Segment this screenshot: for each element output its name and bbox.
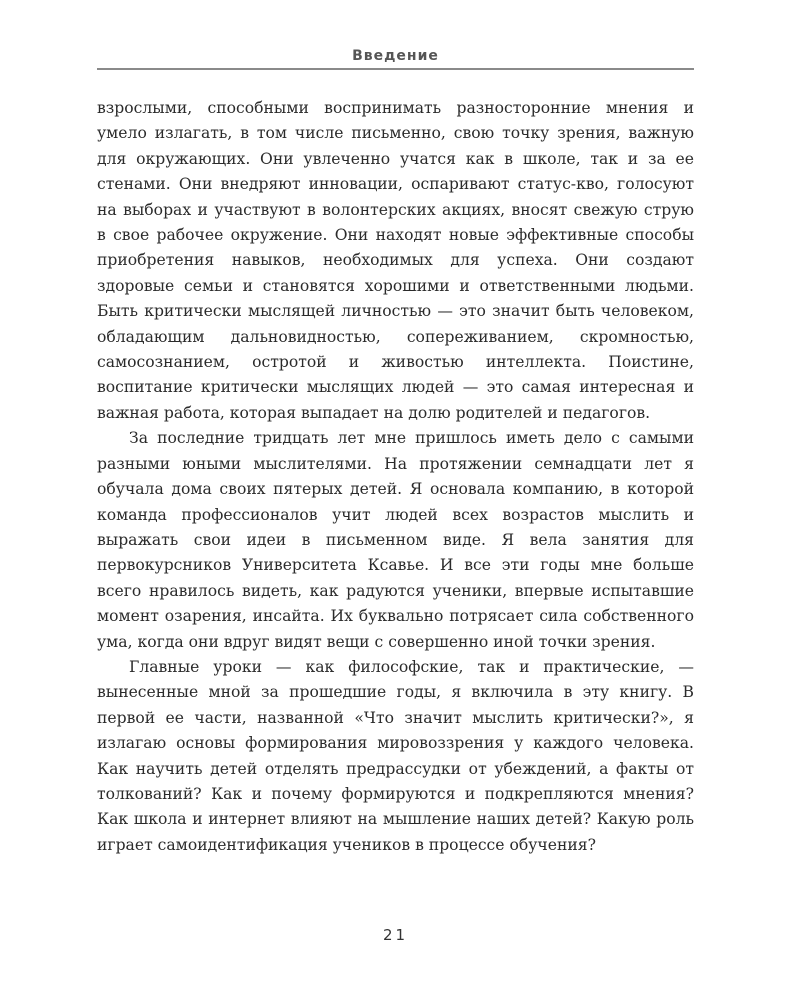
header-rule: [97, 68, 694, 70]
page-number: 21: [382, 926, 409, 944]
body-text: [97, 96, 694, 858]
paragraph-experience: За последние тридцать лет мне пришлось иметь дело с самыми разными юными мыслителями. На протяжении семнадцати лет я обучала дома своих пятерых детей. Я основала компанию, в которой команда профессионалов учит людей всех возрастов мыслить и выражать свои идеи в письменном виде. Я вела занятия для первокурсников Университета Ксавье. И все эти годы мне больше всего нравилось видеть, как радуются ученики, впервые испытавшие момент озарения, инсайта. Их буквально потрясает сила собственного ума, когда они вдруг видят вещи с совершенно иной точки зрения.: [97, 429, 694, 651]
running-header: Введение: [352, 48, 439, 64]
paragraph-continuation: взрослыми, способными воспринимать разносторонние мнения и умело излагать, в том числе письменно, свою точку зрения, важную для окружающих. Они увлеченно учатся как в школе, так и за ее стенами. Они внедряют инновации, оспаривают статус-кво, голосуют на выборах и участвуют в волонтерских акциях, вносят свежую струю в свое рабочее окружение. Они находят новые эффективные способы приобретения навыков, необходимых для успеха. Они создают здоровые семьи и становятся хорошими и ответственными людьми. Быть критически мыслящей личностью — это значит быть человеком, обладающим дальновидностью, сопереживанием, скромностью, самосознанием, остротой и живостью интеллекта. Поистине, воспитание критически мыслящих людей — это самая интересная и важная работа, которая выпадает на долю родителей и педагогов.: [97, 99, 694, 422]
paragraph-lessons: Главные уроки — как философские, так и практические, — вынесенные мной за прошедшие годы, я включила в эту книгу. В первой ее части, названной «Что значит мыслить критически?», я излагаю основы формирования мировоззрения у каждого человека. Как научить детей отделять предрассудки от убеждений, а факты от толкований? Как и почему формируются и подкрепляются мнения? Как школа и интернет влияют на мышление наших детей? Какую роль играет самоидентификация учеников в процессе обучения?: [97, 657, 694, 854]
